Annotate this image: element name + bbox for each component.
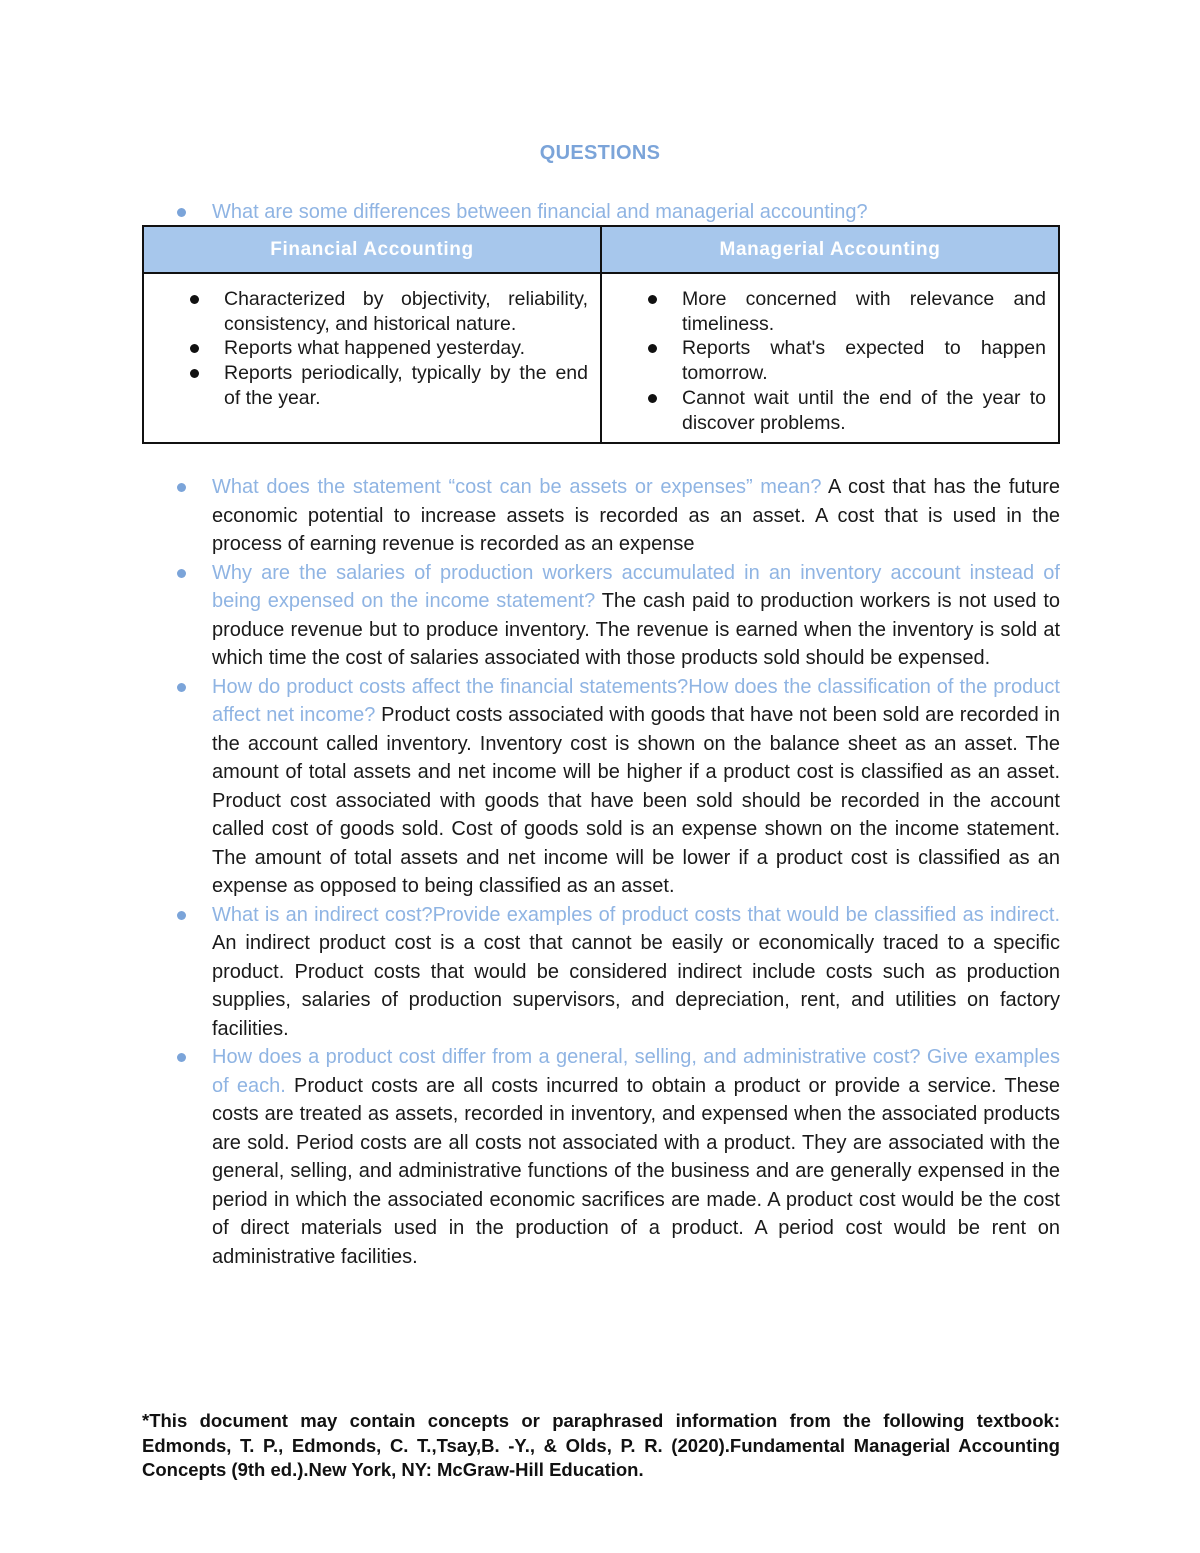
answer-text: An indirect product cost is a cost that cannot be easily or economically traced to a specific product. Product costs that would be considered indirect include costs such as production supplies, salaries of production supervisors, and depreciation, rent, and utilities on factory facilities.: [212, 932, 1060, 1040]
question-item: [176, 198, 1060, 227]
question-item: [176, 473, 1060, 559]
list-item: [642, 336, 1046, 385]
answer-text: The cash paid to production workers is not used to produce revenue but to produce inventory. The revenue is earned when the inventory is sold at which time the cost of salaries associated with those products sold should be expensed.: [212, 590, 1060, 669]
citation-footnote: *This document may contain concepts or paraphrased information from the following textbook: Edmonds, T. P., Edmonds, C. T.,Tsay,B. -Y., & Olds, P. R. (2020).Fundamental Managerial Accounting Concepts (9th ed.).New York, NY: McGraw-Hill Education.: [142, 1410, 1060, 1480]
list-item: [184, 287, 588, 336]
question-text: What are some differences between financial and managerial accounting?: [212, 201, 868, 223]
bullet-icon: [190, 295, 199, 304]
bullet-icon: [177, 483, 186, 492]
question-item: [176, 1043, 1060, 1271]
question-text: Why are the salaries of production workers accumulated in an inventory account instead of being expensed on the income statement?: [212, 561, 1060, 612]
list-item-text: Cannot wait until the end of the year to discover problems.: [682, 386, 1046, 434]
question-text: What does the statement “cost can be assets or expenses” mean?: [212, 476, 822, 498]
question-item: [176, 673, 1060, 901]
bullet-icon: [648, 394, 657, 403]
managerial-accounting-cell: [601, 273, 1059, 443]
question-text: How do product costs affect the financial statements?How does the classification of the product affect net income?: [212, 675, 1060, 726]
list-item-text: Reports periodically, typically by the end of the year.: [224, 362, 588, 409]
answer-text: Product costs are all costs incurred to obtain a product or provide a service. These costs are treated as assets, recorded in inventory, and expensed when the associated products are sold. Period costs are all costs not associated with a product. They are associated with the general, selling, and administrative functions of the business and are generally expensed in the period in which the associated economic sacrifices are made. A product cost would be the cost of direct materials used in the production of a product. A period cost would be rent on administrative facilities.: [212, 1074, 1060, 1268]
question-item: [176, 559, 1060, 673]
list-item-text: Characterized by objectivity, reliability, consistency, and historical nature.: [224, 288, 588, 335]
list-item: [642, 287, 1046, 336]
answer-text: Product costs associated with goods that have not been sold are recorded in the account called inventory. Inventory cost is shown on the balance sheet as an asset. The amount of total assets and net income will be higher if a product cost is classified as an asset. Product cost associated with goods that have been sold should be recorded in the account called cost of goods sold. Cost of goods sold is an expense shown on the income statement. The amount of total assets and net income will be lower if a product cost is classified as an expense as opposed to being classified as an asset.: [212, 704, 1060, 897]
list-item: [184, 336, 588, 361]
financial-points-list: [184, 287, 588, 411]
bullet-icon: [648, 344, 657, 353]
list-item: [184, 361, 588, 410]
managerial-points-list: [642, 287, 1046, 435]
question-list: [176, 473, 1060, 1271]
header-financial-accounting: Financial Accounting: [143, 226, 601, 273]
page-title: QUESTIONS: [539, 142, 661, 164]
bullet-icon: [190, 369, 199, 378]
question-text: How does a product cost differ from a general, selling, and administrative cost? Give examples of each.: [212, 1046, 1060, 1097]
question-text: What is an indirect cost?Provide examples of product costs that would be classified as indirect.: [212, 903, 1060, 926]
financial-accounting-cell: [143, 273, 601, 443]
bullet-icon: [190, 344, 199, 353]
comparison-table: [142, 225, 1060, 444]
bullet-icon: [648, 295, 657, 304]
bullet-icon: [177, 208, 186, 217]
list-item: [642, 386, 1046, 435]
answer-text: A cost that has the future economic potential to increase assets is recorded as an asset. A cost that is used in the process of earning revenue is recorded as an expense: [212, 476, 1060, 555]
header-managerial-accounting: Managerial Accounting: [601, 226, 1059, 273]
bullet-icon: [177, 683, 186, 692]
bullet-icon: [177, 569, 186, 578]
question-list-intro: [176, 198, 1060, 227]
list-item-text: More concerned with relevance and timeliness.: [682, 288, 1046, 335]
question-item: [176, 901, 1060, 1044]
list-item-text: Reports what's expected to happen tomorrow.: [682, 337, 1046, 385]
list-item-text: Reports what happened yesterday.: [224, 337, 525, 360]
bullet-icon: [177, 1053, 186, 1062]
bullet-icon: [177, 911, 186, 920]
